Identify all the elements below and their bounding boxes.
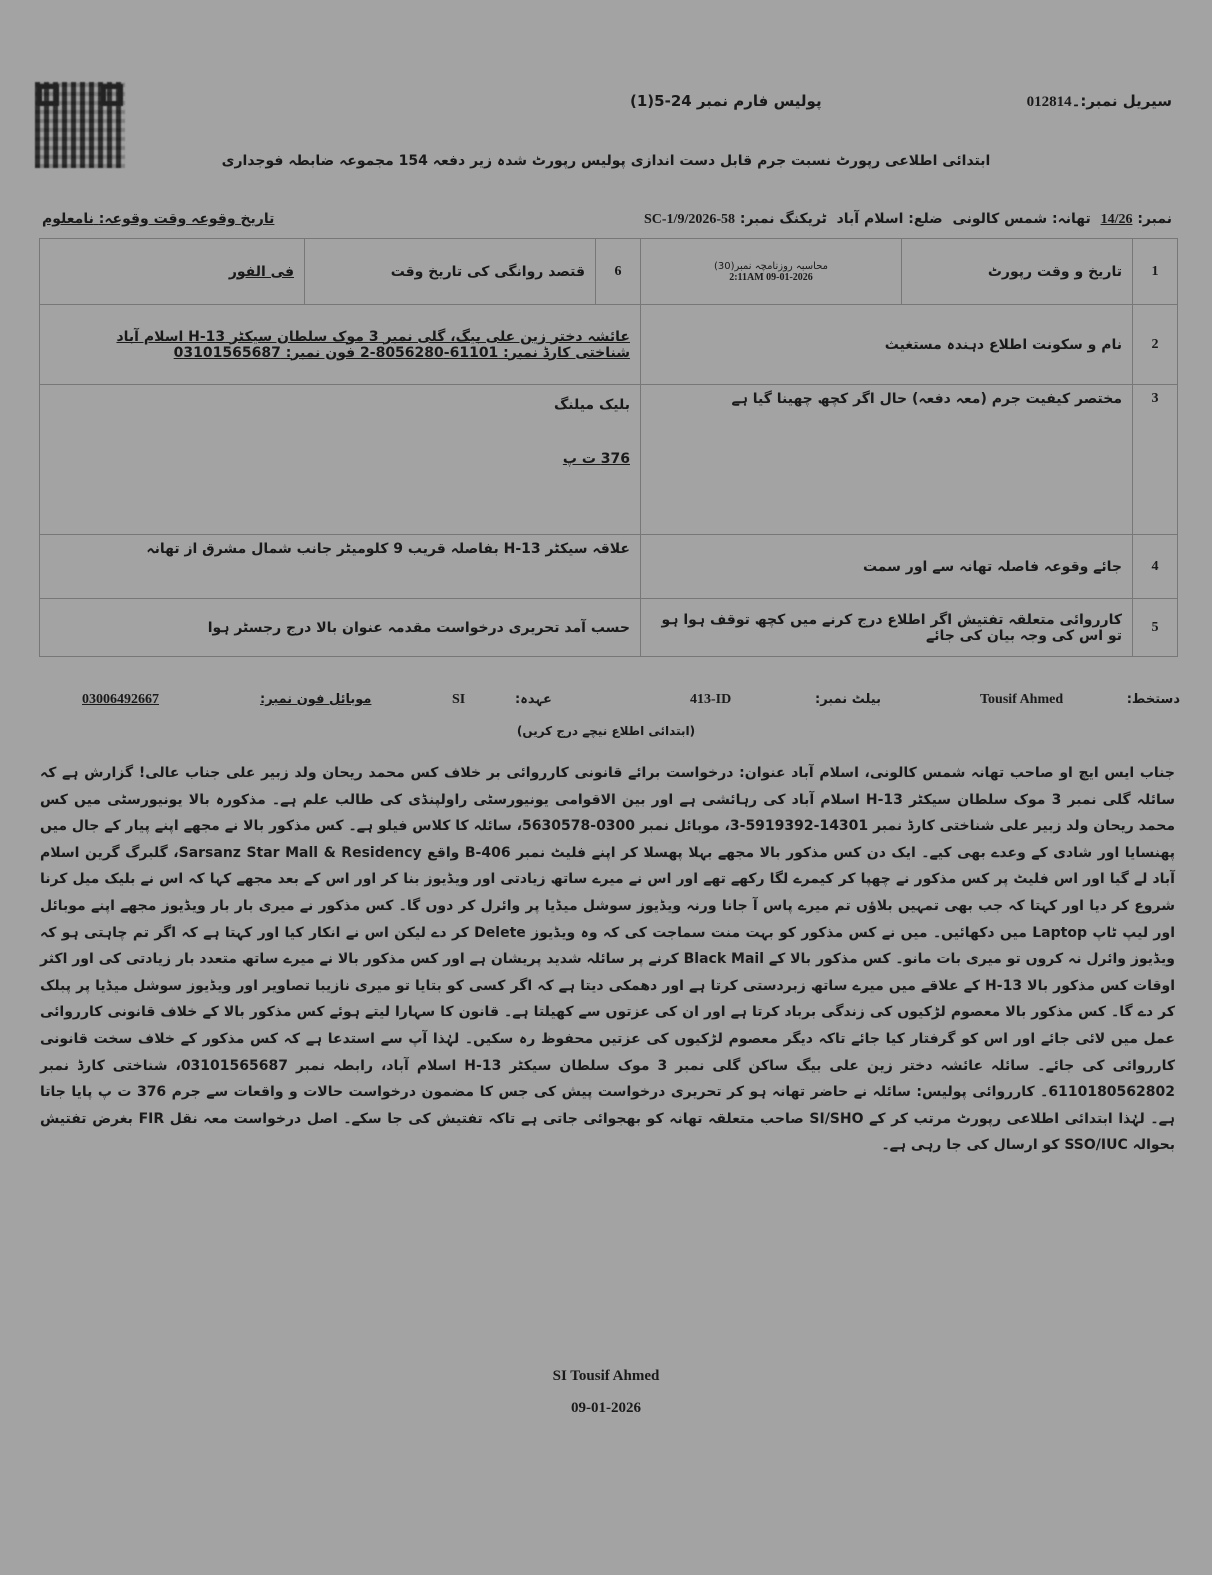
officer-rank: SI — [452, 692, 466, 707]
district: اسلام آباد — [836, 211, 904, 227]
complaint-body: جناب ایس ایچ او صاحب تھانہ شمس کالونی، اسلام آباد عنوان: درخواست برائے قانونی کارروائی بر خلاف کس محمد ریحان ولد زبیر علی جناب عالی! گزارش ہے کہ سائلہ گلی نمبر 3 موک سلطان سیکٹر H-13 اسلام آباد کی رہائشی ہے اور بین الاقوامی یونیورسٹی راولپنڈی کی طالب علم ہے۔ مذکورہ بالا یونیورسٹی میں کس محمد ریحان ولد زبیر علی شناختی کارڈ نمبر 14301-5919392-3، موبائل نمبر 0300-5630578، سائلہ کا کلاس فیلو ہے۔ کس مذکور بالا نے مجھے اپنے پیار کے جال میں پھنسایا اور شادی کے وعدے بھی کیے۔ ایک دن کس مذکور بالا مجھے بہلا پھسلا کر اپنے فلیٹ نمبر B-406 واقع Sarsanz Star Mall & Residency، گلبرگ گرین اسلام آباد لے گیا اور اس فلیٹ پر کس مذکور نے چھپا کر کیمرے لگا رکھے تھے اور اس نے میرے ساتھ زیادتی اور ویڈیوز بنا کر اور اس کے بعد مجھے کہا کہ اس نے بلیک میل کرنا شروع کر دیا اور کہتا کہ جب بھی تمہیں بلاؤں تم میرے پاس آ جانا ورنہ ویڈیوز سوشل میڈیا پر وائرل کر دوں گا۔ کس مذکور نے میری بار بار ویڈیوز مجھے اپنے موبائل اور لیپ ٹاپ Laptop میں دکھائیں۔ میں نے کس مذکور کو بہت منت سماجت کی کہ وہ ویڈیوز Delete کر دے لیکن اس نے انکار کیا اور کہتا ہے کہ اگر تم چاہتی ہو کہ ویڈیوز وائرل نہ کروں تو میری بات مانو۔ کس مذکور بالا کے Black Mail کرنے پر سائلہ شدید پریشان ہے اور کس مذکور بالا نے میرے ساتھ متعدد بار زیادتی کی اور اکثر اوقات کس مذکور بالا H-13 کے علاقے میں میرے ساتھ زبردستی کرتا ہے اور دھمکی دیتا ہے کہ اگر کسی کو بتایا تو میری نازیبا تصاویر اور ویڈیوز سوشل میڈیا پر پبلک کر دے گا۔ کس مذکور بالا معصوم لڑکیوں کی زندگی برباد کرتا ہے اور ان کی عزتوں سے کھیلتا ہے۔ قانون کا سہارا لیتے ہوئے کس مذکور بالا کے خلاف قانونی کارروائی عمل میں لائی جائے اور اس کو گرفتار کیا جائے تاکہ دیگر معصوم لڑکیوں کی عزتیں محفوظ رہ سکیں۔ لہٰذا آپ سے استدعا ہے کہ کس مذکور کے خلاف سخت قانونی کارروائی کی جائے۔ سائلہ عائشہ دختر زین علی بیگ ساکن گلی نمبر 3 موک سلطان سیکٹر H-13 اسلام آباد، رابطہ نمبر 03101565687، شناختی کارڈ نمبر 6110180562802۔ کارروائی پولیس: سائلہ نے حاضر تھانہ ہو کر تحریری درخواست پیش کی جس کا مضمون درخواست حالات و واقعات سے جرم 376 ت پ پایا جاتا ہے۔ لہٰذا ابتدائی اطلاعی رپورٹ مرتب کر کے SI/SHO صاحب متعلقہ تھانہ کو بھجوائی جاتی ہے تاکہ تفتیش کی جا سکے۔ اصل درخواست معہ نقل FIR بغرض تفتیش بحوالہ SSO/IUC کو ارسال کی جا رہی ہے۔ — [40, 765, 1176, 1154]
offence-cell — [40, 385, 641, 535]
report-title: ابتدائی اطلاعی رپورٹ نسبت جرم قابل دست اندازی پولیس رپورٹ شدہ زیر دفعہ 154 مجموعہ ضابطہ فوجداری — [221, 153, 991, 169]
table-row — [40, 385, 1178, 535]
dispatch-time-value: فی الفور — [40, 239, 305, 305]
fir-number-label: نمبر: — [1137, 211, 1172, 227]
signature-date: 09-01-2026 — [571, 1400, 641, 1416]
complainant-address: عائشہ دختر زین علی بیگ، گلی نمبر 3 موک سلطان سیکٹر H-13 اسلام آباد — [116, 328, 630, 345]
row-label: مختصر کیفیت جرم (معہ دفعہ) حال اگر کچھ چھینا گیا ہے — [641, 385, 1133, 535]
tracking-label: ٹریکنگ نمبر: — [739, 211, 827, 227]
row-label: تاریخ و وقت رپورٹ — [902, 239, 1133, 305]
row-label: جائے وقوعہ فاصلہ تھانہ سے اور سمت — [641, 535, 1133, 599]
officer-name: Tousif Ahmed — [980, 692, 1064, 707]
row-number: 3 — [1133, 385, 1178, 535]
row-label: قتصد روانگی کی تاریخ وقت — [305, 239, 596, 305]
occurrence-date-label: تاریخ وقوعہ وقت وقوعہ: — [98, 211, 275, 227]
table-row — [40, 535, 1178, 599]
section-caption: (ابتدائی اطلاع نیچے درج کریں) — [516, 724, 696, 738]
district-label: ضلع: — [908, 211, 943, 227]
officer-row — [40, 692, 1180, 718]
police-station-label: تھانہ: — [1051, 211, 1091, 227]
row-number: 4 — [1133, 535, 1178, 599]
occurrence-date — [42, 211, 274, 227]
belt-label: بیلٹ نمبر: — [815, 692, 881, 707]
complainant-cell — [40, 305, 641, 385]
officer-mobile: 03006492667 — [82, 692, 159, 707]
row-number: 5 — [1133, 599, 1178, 657]
offence-section: 376 ت پ — [562, 451, 630, 467]
occurrence-place: علاقہ سیکٹر H-13 بفاصلہ قریب 9 کلومیٹر جانب شمال مشرق از تھانہ — [40, 535, 641, 599]
officer-name-label: دستخط: — [1126, 692, 1180, 707]
offence-type: بلیک میلنگ — [553, 397, 630, 413]
action-taken: حسب آمد تحریری درخواست مقدمہ عنوان بالا درج رجسٹر ہوا — [40, 599, 641, 657]
row-number: 2 — [1133, 305, 1178, 385]
mobile-label: موبائل فون نمبر: — [260, 692, 372, 707]
diary-number: محاسبہ روزنامچہ نمبر(30) — [713, 260, 829, 272]
row-label: نام و سکونت اطلاع دہندہ مستغیث — [641, 305, 1133, 385]
table-row — [40, 239, 1178, 305]
table-row — [40, 599, 1178, 657]
serial-number — [1027, 92, 1172, 111]
police-station: شمس کالونی — [952, 211, 1048, 227]
row-number: 6 — [596, 239, 641, 305]
fir-details-table — [39, 238, 1178, 657]
serial-value: 012814 — [1026, 94, 1072, 110]
form-title: پولیس فارم نمبر 24-5(1) — [630, 92, 822, 110]
tracking-number: SC-1/9/2026-58 — [644, 212, 735, 227]
serial-label: سیریل نمبر:۔ — [1071, 92, 1172, 110]
table-row — [40, 305, 1178, 385]
fir-number: 14/26 — [1100, 212, 1133, 227]
report-datetime: 09-01-2026 2:11AM — [729, 271, 813, 283]
row-number: 1 — [1133, 239, 1178, 305]
fir-meta-row — [644, 211, 1172, 228]
row-label: کارروائی متعلقہ تفتیش اگر اطلاع درج کرنے میں کچھ توقف ہوا ہو تو اس کی وجہ بیان کی جائے — [641, 599, 1133, 657]
occurrence-date-value: نامعلوم — [42, 211, 94, 227]
belt-number: 413-ID — [690, 692, 732, 707]
rank-label: عہدہ: — [515, 692, 552, 707]
report-datetime-cell — [641, 239, 902, 305]
signature-name: SI Tousif Ahmed — [552, 1368, 660, 1384]
complainant-id-phone: شناختی کارڈ نمبر: 61101-8056280-2 فون نمبر: 03101565687 — [173, 344, 630, 361]
